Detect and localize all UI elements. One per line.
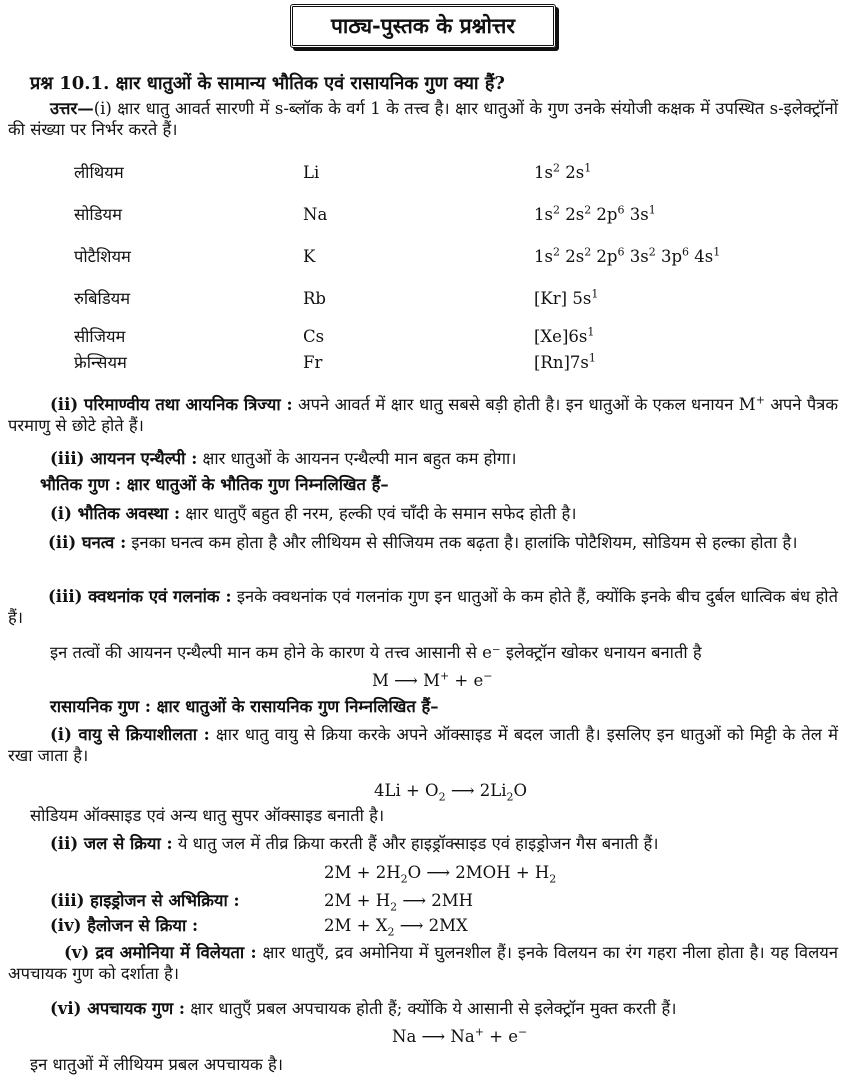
config-fr: $[Rn]7s^1$: [534, 351, 596, 372]
physical-properties-heading: भौतिक गुण : क्षार धातुओं के भौतिक गुण निम्नलिखित हैं–: [40, 475, 389, 494]
section-title: पाठ्य-पुस्तक के प्रश्नोत्तर: [290, 4, 556, 48]
element-name-li: लीथियम: [74, 163, 124, 182]
air-reactivity: (i) वायु से क्रियाशीलता : क्षार धातु वायु से क्रिया करके अपने ऑक्साइड में बदल जाती है। इसलिए इन धातुओं को मिट्टी के तेल में रखा जाता है।: [8, 725, 838, 766]
element-symbol-k: K: [303, 247, 316, 266]
answer-i-text: (i) क्षार धातु आवर्त सारणी में s-ब्लॉक के वर्ग 1 के तत्त्व है। क्षार धातुओं के गुण उनके संयोजी कक्षक में उपस्थित s-इलेक्ट्रॉनों की संख्या पर निर्भर करते हैं।: [8, 99, 838, 140]
equation-hydride: $2M + H_2$ ⟶ 2MH: [324, 891, 474, 914]
boiling-melting-point: (iii) क्वथनांक एवं गलनांक : इनके क्वथनांक एवं गलनांक गुण इन धातुओं के कम होते हैं, क्योंकि इनके बीच दुर्बल धात्विक बंध होते हैं।: [8, 587, 838, 628]
oxide-note: सोडियम ऑक्साइड एवं अन्य धातु सुपर ऑक्साइड बनाती है।: [30, 806, 385, 825]
element-name-na: सोडियम: [74, 205, 122, 224]
equation-halide: $2M + X_2$ ⟶ 2MX: [324, 916, 468, 939]
chemical-properties-heading: रासायनिक गुण : क्षार धातुओं के रासायनिक गुण निम्नलिखित हैं–: [50, 697, 439, 716]
ammonia-solubility: (v) द्रव अमोनिया में विलेयता : क्षार धातुएँ, द्रव अमोनिया में घुलनशील हैं। इनके विलयन का रंग गहरा नीला होता है। यह विलयन अपचायक गुण को दर्शाता है।: [8, 943, 838, 984]
element-symbol-fr: Fr: [303, 353, 323, 372]
water-reaction: (ii) जल से क्रिया : ये धातु जल में तीव्र क्रिया करती हैं और हाइड्रॉक्साइड एवं हाइड्रोजन गैस बनाती हैं।: [50, 834, 659, 853]
element-symbol-li: Li: [303, 163, 320, 182]
equation-sodium-ion: Na ⟶ Na+ + e−: [392, 1025, 528, 1046]
config-k: $1s^2$ $2s^2$ $2p^6$ $3s^2$ $3p^6$ $4s^1$: [534, 245, 721, 266]
element-name-k: पोटैशियम: [74, 247, 131, 266]
final-note: इन धातुओं में लीथियम प्रबल अपचायक है।: [30, 1055, 283, 1074]
config-na: $1s^2$ $2s^2$ $2p^6$ $3s^1$: [534, 203, 656, 224]
element-symbol-cs: Cs: [303, 327, 325, 346]
equation-water: $2M + 2H_2O$ ⟶ $2MOH + H_2$: [324, 863, 557, 886]
element-name-rb: रुबिडियम: [74, 289, 131, 308]
physical-state: (i) भौतिक अवस्था : क्षार धातुएँ बहुत ही नरम, हल्की एवं चाँदी के समान सफेद होती है।: [50, 504, 577, 523]
config-cs: $[Xe]6s^1$: [534, 325, 595, 346]
element-name-fr: फ्रेन्सियम: [74, 353, 127, 372]
answer-ii: (ii) परिमाण्वीय तथा आयनिक त्रिज्या : अपने आवर्त में क्षार धातु सबसे बड़ी होती है। इन धातुओं के एकल धनायन M+ अपने पैत्रक परमाणु से छोटे होते हैं।: [8, 393, 839, 436]
reducing-property: (vi) अपचायक गुण : क्षार धातुएँ प्रबल अपचायक होती हैं; क्योंकि ये आसानी से इलेक्ट्रॉन मुक्त करती हैं।: [50, 999, 677, 1018]
question-heading: प्रश्न 10.1. क्षार धातुओं के सामान्य भौतिक एवं रासायनिक गुण क्या हैं?: [30, 73, 505, 94]
halogen-reaction: (iv) हैलोजन से क्रिया :: [50, 916, 199, 935]
answer-intro: [8, 98, 838, 141]
equation-oxide: $4Li + O_2$ ⟶ $2Li_2O$: [374, 781, 527, 804]
answer-label: उत्तर—: [50, 99, 94, 118]
answer-iii: (iii) आयनन एन्थैल्पी : क्षार धातुओं के आयनन एन्थैल्पी मान बहुत कम होगा।: [50, 449, 517, 468]
element-symbol-rb: Rb: [303, 289, 326, 308]
element-symbol-na: Na: [303, 205, 328, 224]
config-rb: [Kr] $5s^1$: [534, 287, 599, 308]
density: (ii) घनत्व : इनका घनत्व कम होता है और लीथियम से सीजियम तक बढ़ता है। हालांकि पोटैशियम, सोडियम से हल्का होता है।: [48, 533, 798, 552]
element-name-cs: सीजियम: [74, 327, 126, 346]
config-li: $1s^2$ $2s^1$: [534, 161, 592, 182]
hydrogen-reaction: (iii) हाइड्रोजन से अभिक्रिया :: [50, 891, 240, 910]
ionisation-note: इन तत्वों की आयनन एन्थैल्पी मान कम होने के कारण ये तत्त्व आसानी से e⁻ इलेक्ट्रॉन खोकर धनायन बनाती है: [50, 643, 702, 662]
equation-ionisation: M ⟶ M+ + e−: [372, 669, 493, 690]
